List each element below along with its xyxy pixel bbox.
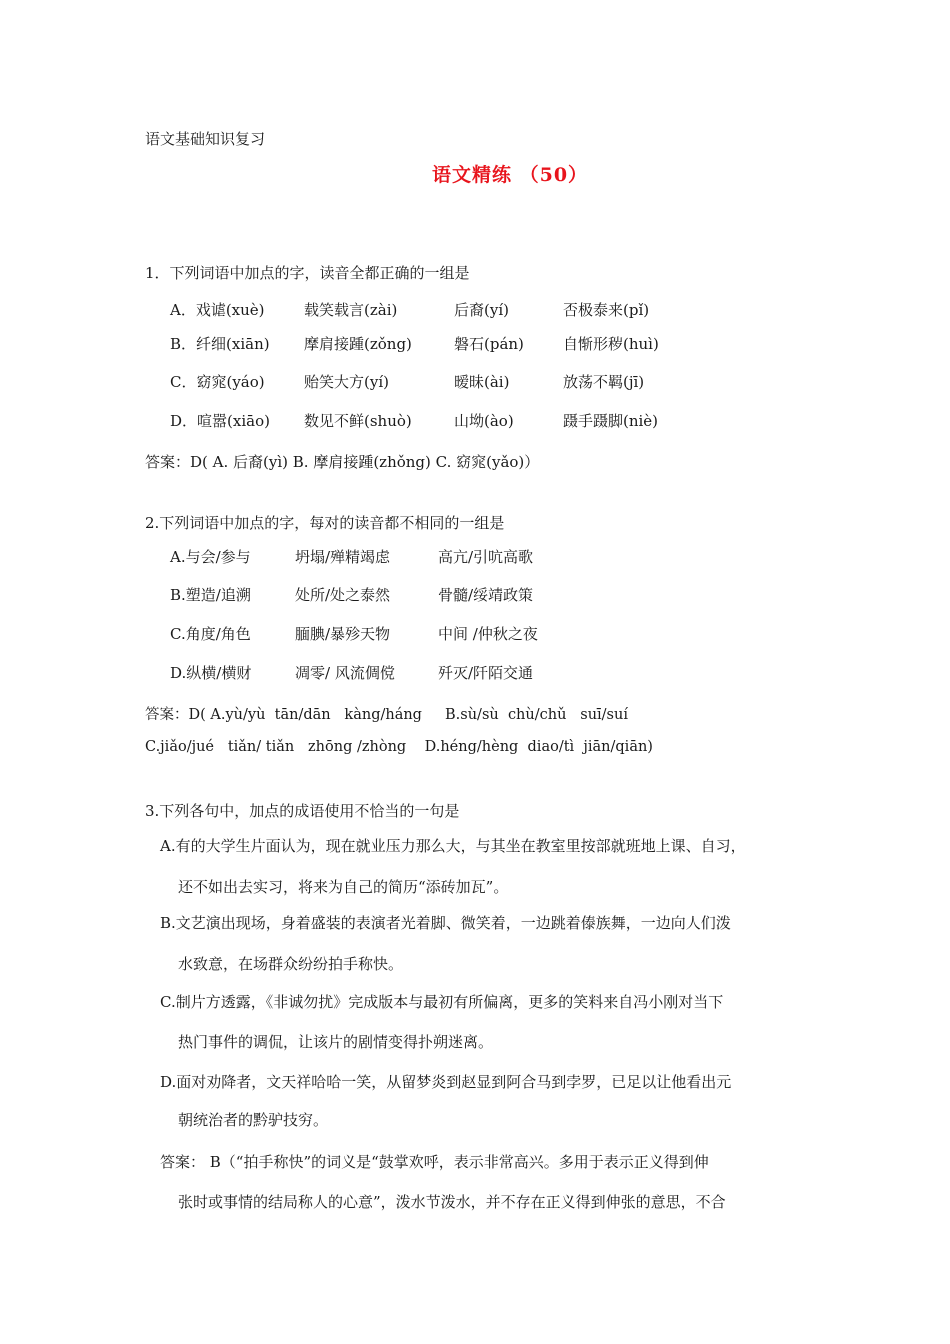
q2-answer-line2: C.jiǎo/jué tiǎn/ tiǎn zhōng /zhòng D.héng/hèng diao/tì jiān/qiān) bbox=[145, 739, 653, 755]
q2-option-d-3: 歼灭/阡陌交通 bbox=[438, 664, 534, 682]
q1-option-a-4: 否极泰来(pǐ) bbox=[563, 301, 650, 319]
q1-option-a-1: A．戏谑(xuè) bbox=[170, 301, 265, 319]
q1-option-c-3: 暧昧(ài) bbox=[454, 373, 510, 391]
q3-answer-line1: 答案： B（“拍手称快”的词义是“鼓掌欢呼，表示非常高兴。多用于表示正义得到伸 bbox=[160, 1153, 709, 1171]
q1-option-d-3: 山坳(ào) bbox=[454, 412, 514, 430]
q3-stem: 3.下列各句中，加点的成语使用不恰当的一句是 bbox=[145, 802, 460, 820]
q1-option-b-4: 自惭形秽(huì) bbox=[563, 335, 659, 353]
q1-option-b-2: 摩肩接踵(zǒng) bbox=[304, 335, 412, 353]
q2-option-d-2: 凋零/ 风流倜傥 bbox=[295, 664, 395, 682]
q1-answer: 答案：D( A. 后裔(yì) B. 摩肩接踵(zhǒng) C. 窈窕(yǎo)） bbox=[145, 453, 540, 471]
q3-option-c-line1: C.制片方透露，《非诚勿扰》完成版本与最初有所偏离，更多的笑料来自冯小刚对当下 bbox=[160, 993, 724, 1011]
q1-option-c-1: C．窈窕(yáo) bbox=[170, 373, 265, 391]
q1-stem: 1．下列词语中加点的字，读音全都正确的一组是 bbox=[145, 264, 470, 282]
q2-option-a-2: 坍塌/殚精竭虑 bbox=[295, 548, 391, 566]
q3-option-d-line2: 朝统治者的黔驴技穷。 bbox=[178, 1111, 329, 1129]
q2-option-d-1: D.纵横/横财 bbox=[170, 664, 252, 682]
q1-option-b-3: 磐石(pán) bbox=[454, 335, 524, 353]
q3-option-b-line2: 水致意，在场群众纷纷拍手称快。 bbox=[178, 955, 404, 973]
q3-answer-line2: 张时或事情的结局称人的心意”，泼水节泼水，并不存在正义得到伸张的意思，不合 bbox=[178, 1193, 726, 1211]
q2-option-c-1: C.角度/角色 bbox=[170, 625, 251, 643]
q2-option-c-2: 腼腆/暴殄天物 bbox=[295, 625, 391, 643]
q3-option-c-line2: 热门事件的调侃，让该片的剧情变得扑朔迷离。 bbox=[178, 1033, 494, 1051]
q3-option-a-line2: 还不如出去实习，将来为自己的简历“添砖加瓦”。 bbox=[178, 878, 509, 896]
q2-stem: 2.下列词语中加点的字，每对的读音都不相同的一组是 bbox=[145, 514, 505, 532]
q1-option-c-2: 贻笑大方(yí) bbox=[304, 373, 389, 391]
q2-option-a-3: 高亢/引吭高歌 bbox=[438, 548, 534, 566]
q2-option-b-2: 处所/处之泰然 bbox=[295, 586, 391, 604]
q1-option-a-3: 后裔(yí) bbox=[454, 301, 509, 319]
q2-option-b-1: B.塑造/追溯 bbox=[170, 586, 251, 604]
q2-option-a-1: A.与会/参与 bbox=[170, 548, 251, 566]
q3-option-b-line1: B.文艺演出现场，身着盛装的表演者光着脚、微笑着，一边跳着傣族舞，一边向人们泼 bbox=[160, 914, 731, 932]
q2-answer-line1: 答案：D( A.yù/yù tān/dān kàng/háng B.sù/sù chù/chǔ suī/suí bbox=[145, 707, 628, 723]
q1-option-d-4: 蹑手蹑脚(niè) bbox=[563, 412, 659, 430]
q1-option-d-2: 数见不鲜(shuò) bbox=[304, 412, 412, 430]
q1-option-c-4: 放荡不羁(jī) bbox=[563, 373, 645, 391]
q1-option-b-1: B．纤细(xiān) bbox=[170, 335, 270, 353]
q2-option-b-3: 骨髓/绥靖政策 bbox=[438, 586, 534, 604]
page-title: 语文精练 （50） bbox=[432, 164, 589, 186]
q3-option-d-line1: D.面对劝降者，文天祥哈哈一笑，从留梦炎到赵显到阿合马到孛罗，已足以让他看出元 bbox=[160, 1073, 732, 1091]
page-subtitle: 语文基础知识复习 bbox=[145, 130, 266, 148]
q1-option-a-2: 载笑载言(zài) bbox=[304, 301, 398, 319]
q3-option-a-line1: A.有的大学生片面认为，现在就业压力那么大，与其坐在教室里按部就班地上课、自习， bbox=[160, 837, 746, 855]
q1-option-d-1: D．喧嚣(xiāo) bbox=[170, 412, 270, 430]
q2-option-c-3: 中间 /仲秋之夜 bbox=[438, 625, 538, 643]
